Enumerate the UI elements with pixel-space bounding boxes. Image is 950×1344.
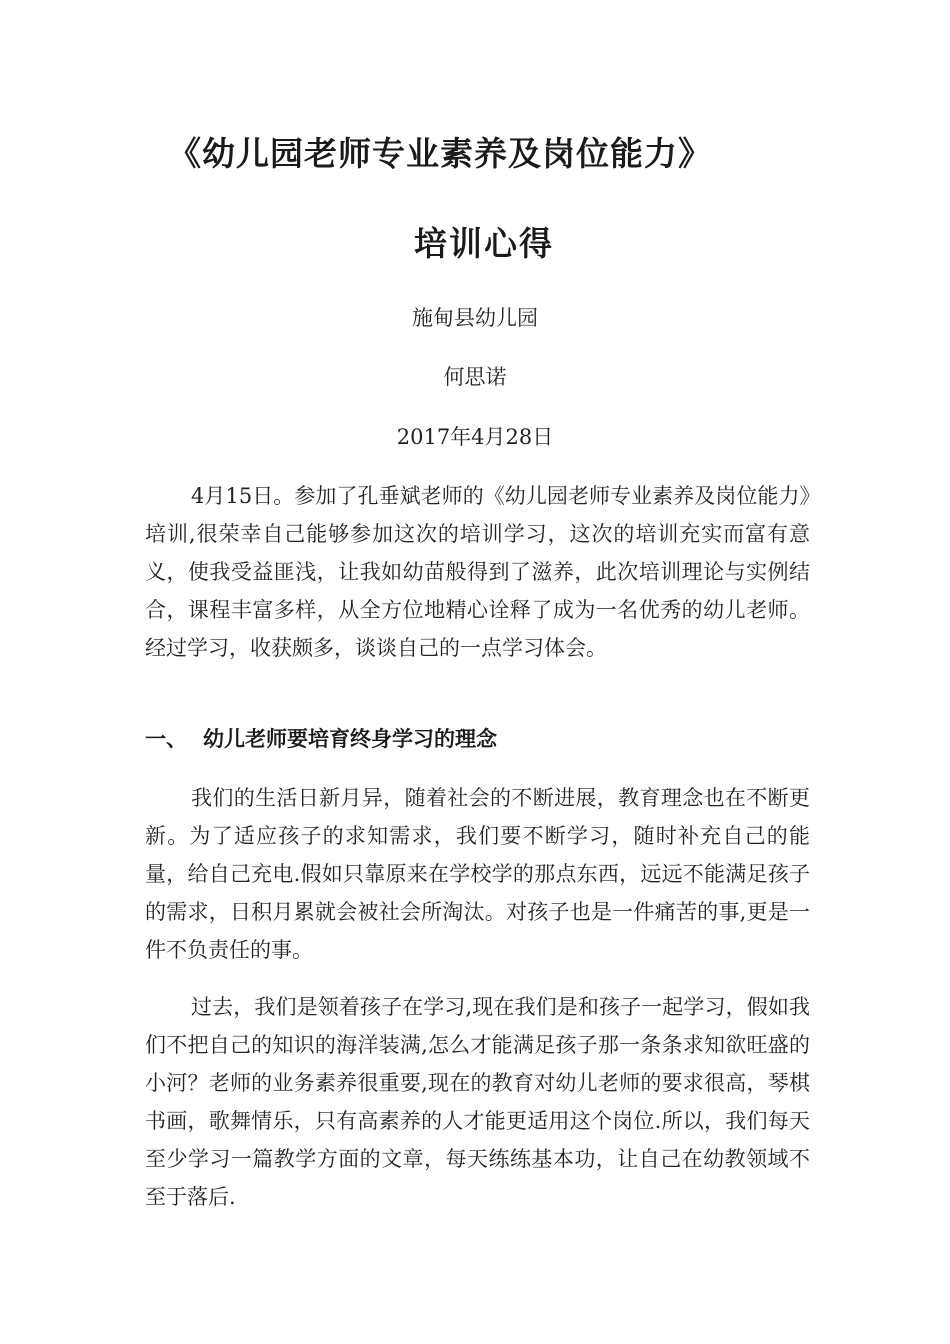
intro-paragraph: 4月15日。参加了孔垂斌老师的《幼儿园老师专业素养及岗位能力》培训,很荣幸自己能够参加这次的培训学习，这次的培训充实而富有意义，使我受益匪浅，让我如幼苗般得到了滋养，此次培训理论与实例结合，课程丰富多样，从全方位地精心诠释了成为一名优秀的幼儿老师。经过学习，收获颇多，谈谈自己的一点学习体会。 bbox=[145, 484, 810, 660]
section-number: 一、 bbox=[145, 727, 187, 751]
school-name: 施甸县幼儿园 bbox=[412, 306, 538, 330]
body-paragraph: 过去，我们是领着孩子在学习,现在我们是和孩子一起学习，假如我们不把自己的知识的海洋装满,怎么才能满足孩子那一条条求知欲旺盛的小河？老师的业务素养很重要,现在的教育对幼儿老师的要求很高，琴棋书画，歌舞情乐，只有高素养的人才能更适用这个岗位.所以，我们每天至少学习一篇教学方面的文章，每天练练基本功，让自己在幼教领域不至于落后. bbox=[145, 995, 810, 1209]
body-paragraph-block-2 bbox=[145, 988, 810, 1216]
body-paragraph-block-1 bbox=[145, 779, 810, 969]
document-subtitle: 培训心得 bbox=[414, 224, 554, 263]
section-title: 幼儿老师要培育终身学习的理念 bbox=[203, 727, 497, 751]
body-paragraph: 我们的生活日新月异，随着社会的不断进展，教育理念也在不断更新。为了适应孩子的求知需求，我们要不断学习，随时补充自己的能量，给自己充电.假如只靠原来在学校学的那点东西，远远不能满足孩子的需求，日积月累就会被社会所淘汰。对孩子也是一件痛苦的事,更是一件不负责任的事。 bbox=[145, 786, 810, 962]
section-heading bbox=[145, 723, 497, 753]
intro-paragraph-block bbox=[145, 477, 810, 667]
document-title: 《幼儿园老师专业素养及岗位能力》 bbox=[168, 134, 712, 173]
author-name: 何思诺 bbox=[443, 365, 507, 389]
document-date: 2017年4月28日 bbox=[396, 425, 554, 449]
